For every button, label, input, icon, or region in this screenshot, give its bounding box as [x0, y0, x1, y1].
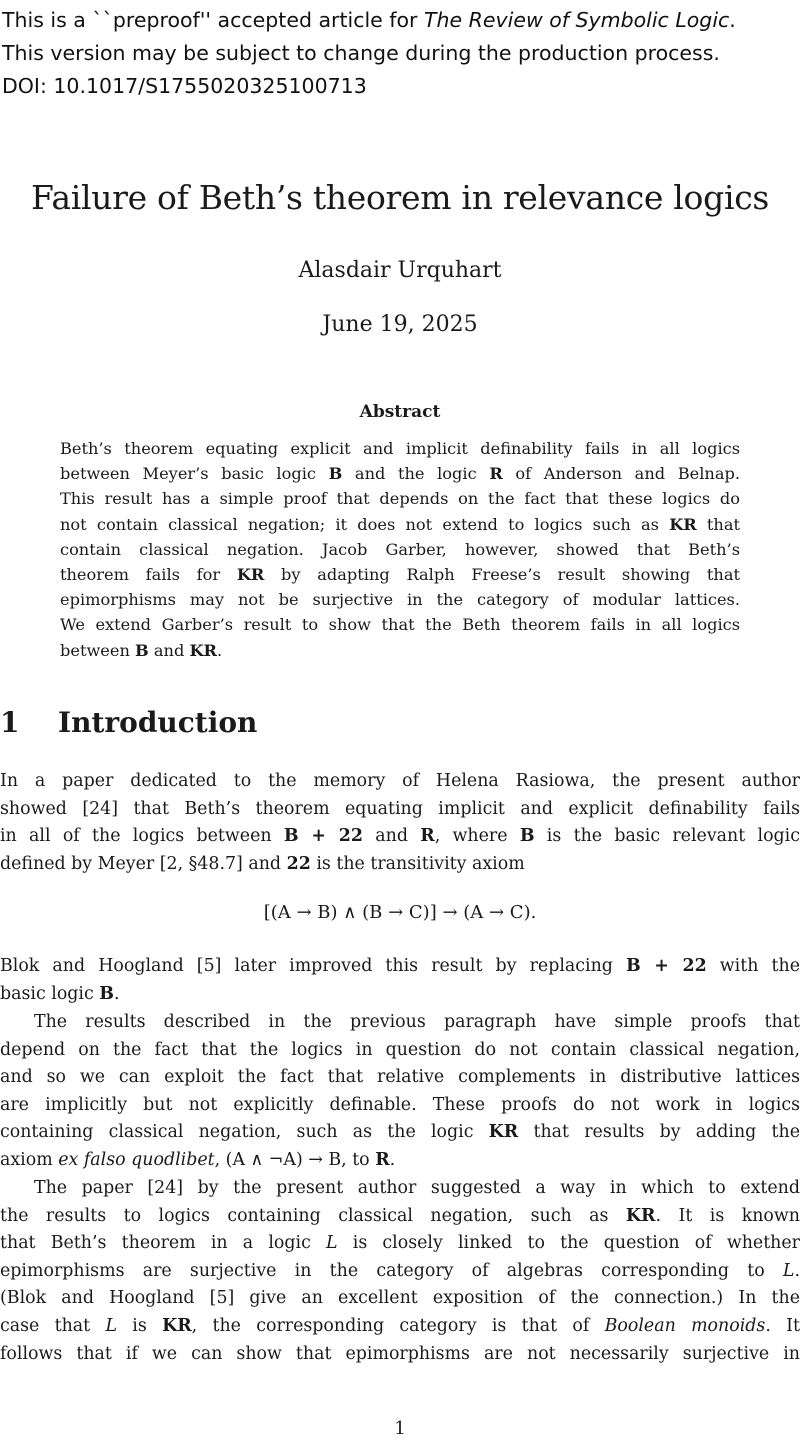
- section-heading: [0, 706, 800, 739]
- abstract-line: This result has a simple proof that depends on the fact that these logics do: [60, 489, 740, 509]
- text-line: The results described in the previous paragraph have simple proofs that: [34, 1012, 800, 1032]
- text-line: axiom ex falso quodlibet, (A ∧ ¬A) → B, to R.: [0, 1149, 396, 1170]
- journal-name: The Review of Symbolic Logic: [424, 8, 730, 32]
- text-line: (Blok and Hoogland [5] give an excellent exposition of the connection.) In the: [0, 1288, 800, 1309]
- paragraph-3: [0, 1009, 800, 1175]
- abstract-line: between B and KR.: [60, 640, 223, 660]
- text-line: depend on the fact that the logics in question do not contain classical negation,: [0, 1039, 800, 1060]
- text-line: case that L is KR, the corresponding category is that of Boolean monoids. It: [0, 1315, 800, 1336]
- abstract-line: theorem fails for KR by adapting Ralph Freese’s result showing that: [60, 565, 740, 585]
- text-line: and so we can exploit the fact that relative complements in distributive lattices: [0, 1067, 800, 1088]
- text-line: are implicitly but not explicitly definable. These proofs do not work in logics: [0, 1094, 800, 1115]
- text-line: that Beth’s theorem in a logic L is closely linked to the question of whether: [0, 1233, 800, 1254]
- page-number: 1: [394, 1418, 406, 1439]
- text-line: The paper [24] by the present author suggested a way in which to extend: [34, 1178, 800, 1198]
- text-line: basic logic B.: [0, 983, 120, 1004]
- notice-line-1: This is a ``preproof'' accepted article for The Review of Symbolic Logic.: [2, 8, 736, 32]
- abstract-line: not contain classical negation; it does not extend to logics such as KR that: [60, 514, 740, 534]
- text-line: defined by Meyer [2, §48.7] and 22 is the transitivity axiom: [0, 853, 525, 874]
- abstract-line: epimorphisms may not be surjective in the category of modular lattices.: [60, 590, 740, 610]
- text-line: showed [24] that Beth’s theorem equating implicit and explicit definability fails: [0, 798, 800, 819]
- text-line: follows that if we can show that epimorphisms are not necessarily surjective in: [0, 1343, 800, 1364]
- abstract-heading: Abstract: [359, 402, 441, 422]
- transitivity-equation: [(A → B) ∧ (B → C)] → (A → C).: [263, 902, 537, 923]
- abstract-body: [60, 436, 740, 663]
- section-number: 1: [0, 706, 20, 739]
- paper-title: Failure of Beth’s theorem in relevance logics: [30, 178, 770, 217]
- section-title: Introduction: [58, 706, 258, 739]
- text-line: in all of the logics between B + 22 and R, where B is the basic relevant logic: [0, 826, 800, 847]
- abstract-line: We extend Garber’s result to show that the Beth theorem fails in all logics: [60, 615, 740, 635]
- doi-line[interactable]: DOI: 10.1017/S1755020325100713: [2, 74, 367, 98]
- abstract-line: contain classical negation. Jacob Garber, however, showed that Beth’s: [60, 539, 740, 559]
- text-line: the results to logics containing classical negation, such as KR. It is known: [0, 1205, 800, 1226]
- paper-author: Alasdair Urquhart: [298, 258, 502, 283]
- abstract-line: Beth’s theorem equating explicit and implicit definability fails in all logics: [60, 439, 740, 458]
- abstract-line: between Meyer’s basic logic B and the logic R of Anderson and Belnap.: [60, 464, 740, 484]
- text-line: In a paper dedicated to the memory of Helena Rasiowa, the present author: [0, 771, 800, 791]
- text-line: containing classical negation, such as the logic KR that results by adding the: [0, 1122, 800, 1143]
- preproof-notice: [2, 4, 798, 103]
- text-line: Blok and Hoogland [5] later improved this result by replacing B + 22 with the: [0, 956, 800, 976]
- paragraph-2: [0, 953, 800, 1008]
- notice-line-2: This version may be subject to change during the production process.: [2, 41, 720, 65]
- paragraph-4: [0, 1175, 800, 1368]
- paper-date: June 19, 2025: [322, 312, 478, 337]
- paragraph-1: [0, 768, 800, 878]
- text-line: epimorphisms are surjective in the category of algebras corresponding to L.: [0, 1260, 800, 1281]
